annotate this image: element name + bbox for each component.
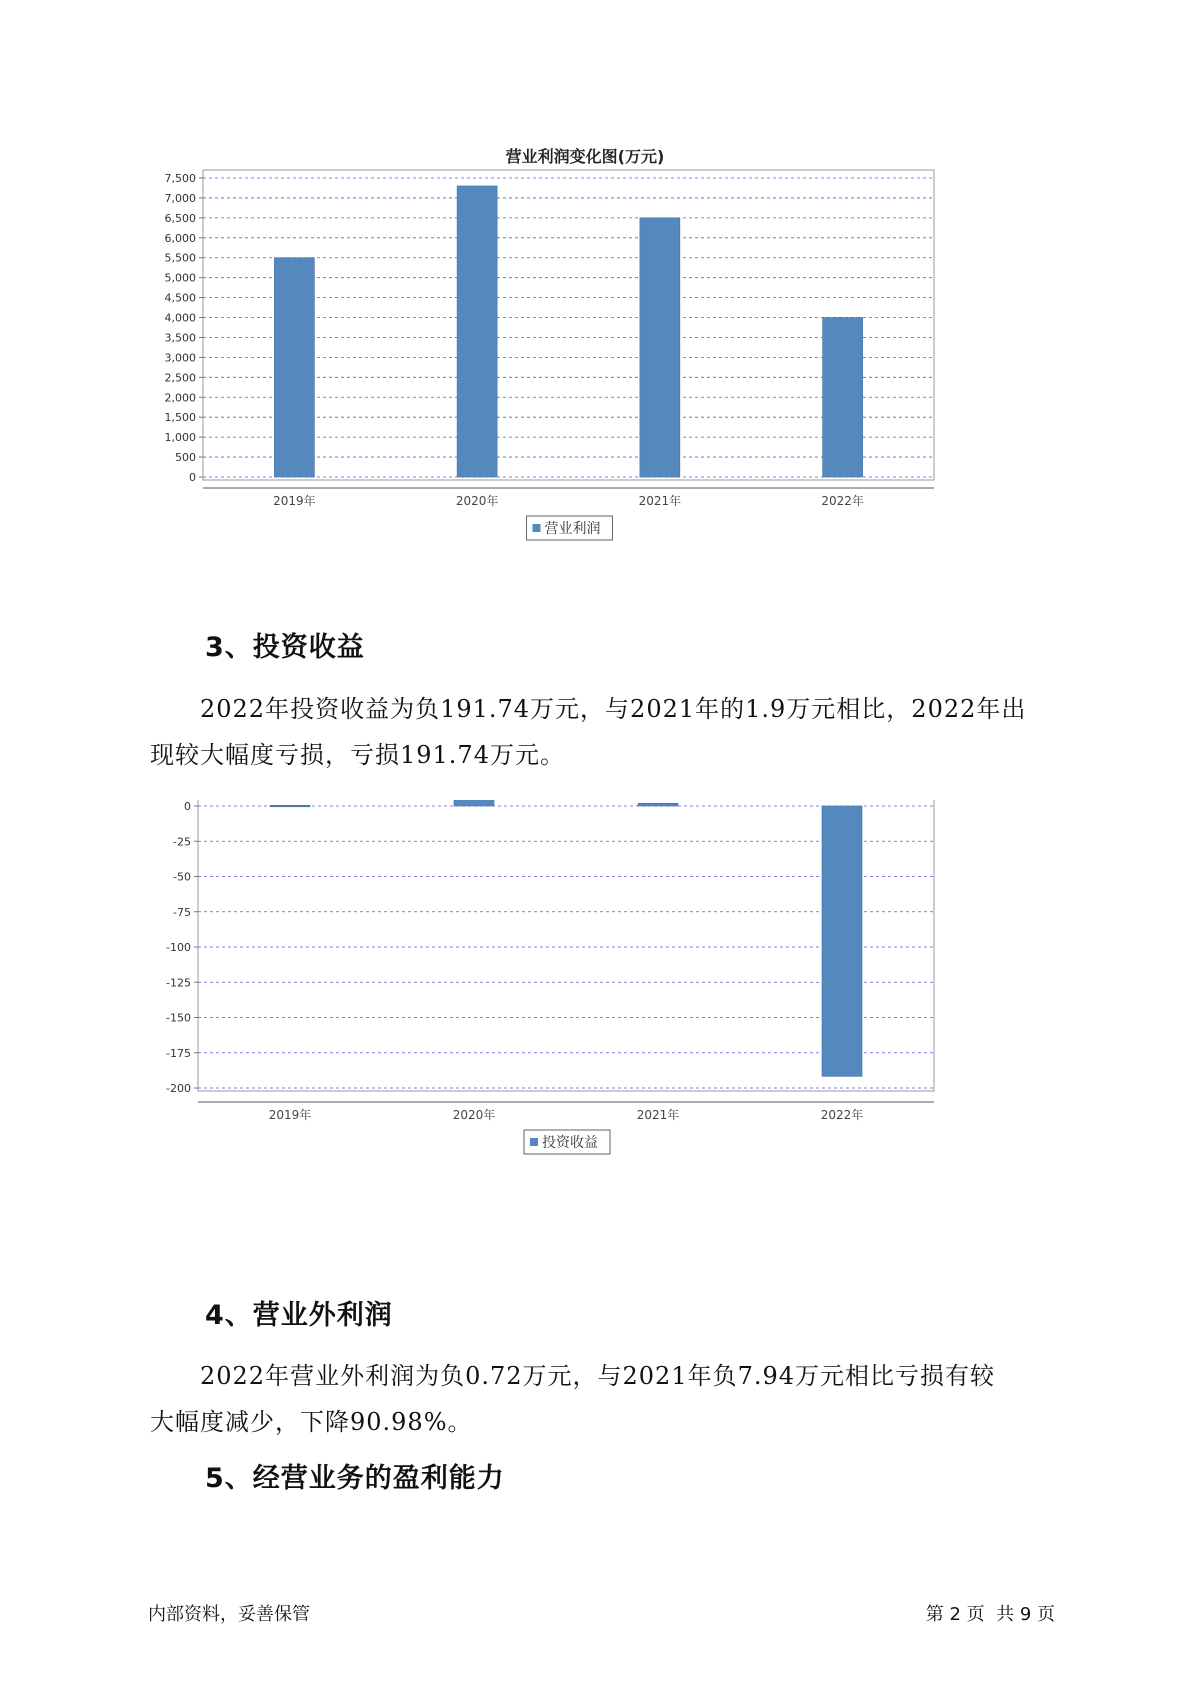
y-tick-label: 6,000 [164,231,196,245]
y-tick-label: 7,500 [164,172,196,185]
x-tick-label: 2020年 [455,494,499,508]
bar [457,186,497,477]
non-operating-profit-paragraph [150,1353,1080,1445]
y-tick-label: 7,000 [164,191,196,205]
footer-confidential-note: 内部资料，妥善保管 [148,1604,310,1625]
bar [640,218,680,477]
y-tick-label: 2,000 [164,391,196,405]
bar [823,318,863,477]
y-tick-label: 1,000 [164,431,196,445]
section-heading-non-operating-profit: 4、营业外利润 [205,1300,393,1331]
x-tick-label: 2022年 [820,1108,864,1122]
bar [270,805,310,807]
chart-title: 营业利润变化图(万元) [505,147,665,166]
bar [638,803,678,806]
y-tick-label: -200 [166,1082,191,1095]
chart-plot [150,800,1020,1265]
y-tick-label: -50 [173,870,191,884]
y-tick-label: -25 [173,835,191,849]
footer-page-number: 第 2 页 共 9 页 [925,1604,1055,1625]
y-tick-label: 2,500 [164,371,196,385]
paragraph-line: 大幅度减少，下降90.98%。 [150,1408,473,1436]
investment-income-paragraph [150,686,1080,778]
y-tick-label: 5,500 [164,251,196,265]
section-heading-investment-income: 3、投资收益 [205,632,365,663]
legend-swatch [530,1138,538,1146]
bar [274,258,314,477]
y-tick-label: 3,000 [164,351,196,365]
x-tick-label: 2019年 [273,494,316,508]
paragraph-line: 现较大幅度亏损，亏损191.74万元。 [150,741,565,769]
y-tick-label: -75 [173,905,191,919]
y-tick-label: 4,500 [164,291,196,305]
y-tick-label: 0 [184,800,191,813]
section-heading-profitability: 5、经营业务的盈利能力 [205,1463,505,1494]
x-tick-label: 2022年 [821,494,864,508]
y-tick-label: -150 [166,1011,191,1025]
y-tick-label: 3,500 [164,331,196,345]
y-tick-label: -100 [166,941,191,954]
legend-label: 营业利润 [544,521,601,537]
paragraph-line: 2022年营业外利润为负0.72万元，与2021年负7.94万元相比亏损有较 [200,1362,996,1390]
y-tick-label: 1,500 [164,411,196,425]
y-tick-label: 5,000 [164,271,196,285]
paragraph-line: 2022年投资收益为负191.74万元，与2021年的1.9万元相比，2022年出 [200,695,1027,723]
chart-plot [150,140,1020,600]
x-tick-label: 2019年 [268,1108,312,1122]
y-tick-label: 500 [175,451,196,465]
investment-income-chart [150,800,1020,1265]
bar [454,800,494,806]
y-tick-label: 4,000 [164,311,196,325]
y-tick-label: 6,500 [164,211,196,225]
y-tick-label: 0 [189,471,196,484]
y-tick-label: -125 [166,976,191,990]
x-tick-label: 2020年 [452,1108,496,1122]
x-tick-label: 2021年 [638,494,682,508]
operating-profit-chart [150,140,1020,600]
legend-label: 投资收益 [542,1135,598,1151]
y-tick-label: -175 [166,1046,191,1060]
bar [822,806,862,1076]
legend-swatch [533,524,541,532]
x-tick-label: 2021年 [636,1108,680,1122]
